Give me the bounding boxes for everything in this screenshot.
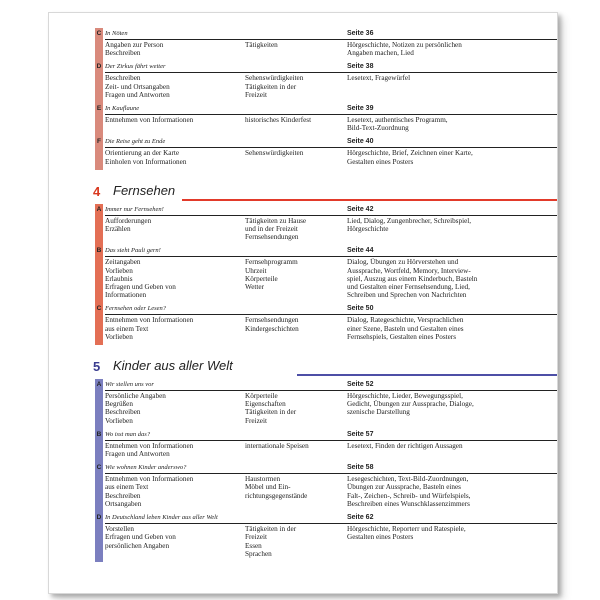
topics-column (245, 41, 347, 57)
topics-column (245, 316, 347, 341)
text-line: Tätigkeiten in der (245, 82, 297, 91)
text-line: Tätigkeiten in der (245, 408, 297, 417)
text-line: Begrüßen (105, 400, 133, 409)
spacer (103, 345, 557, 355)
text-line: Einholen von Informationen (105, 157, 187, 166)
section-header (105, 303, 557, 315)
activities-column (347, 392, 557, 425)
section-letter: C (96, 464, 102, 472)
text-line: Lesegeschichten, Text-Bild-Zuordnungen, (347, 475, 469, 484)
section-row (103, 73, 557, 103)
communication-column (105, 116, 245, 132)
communication-column (105, 217, 245, 242)
text-line: Essen (245, 541, 262, 550)
section-header (105, 103, 557, 115)
topics-column (245, 74, 347, 99)
activities-column (347, 316, 557, 341)
section-letter: B (96, 247, 102, 255)
section-letter: A (96, 205, 102, 213)
text-line: Beschreiben eines Wunschklassenzimmers (347, 499, 470, 508)
text-line: Tätigkeiten in der (245, 525, 297, 534)
communication-column (105, 392, 245, 425)
text-line: Freizeit (245, 90, 267, 99)
text-line: Fernsehprogramm (245, 258, 298, 267)
section-title: Die Reise geht zu Ende (105, 138, 166, 146)
text-line: Beschreiben (105, 408, 141, 417)
text-line: Möbel und Ein- (245, 483, 291, 492)
section-row (103, 115, 557, 136)
text-line: Uhrzeit (245, 266, 267, 275)
topics-column (245, 258, 347, 299)
section-page: Seite 62 (347, 514, 374, 522)
toc-section (97, 136, 557, 169)
text-line: Haustormen (245, 475, 281, 484)
text-line: Entnehmen von Informationen (105, 316, 194, 325)
section-letter: D (96, 63, 102, 71)
toc-section (96, 379, 557, 429)
spacer (103, 170, 557, 180)
toc-section (96, 103, 557, 136)
text-line: Gedicht, Übungen zur Aussprache, Dialoge, (347, 400, 474, 409)
section-header (105, 204, 557, 216)
text-line: Aufforderungen (105, 216, 152, 225)
topics-column (245, 217, 347, 242)
section-page: Seite 57 (347, 430, 374, 438)
section-page: Seite 52 (347, 381, 374, 389)
text-line: Vorstellen (105, 525, 135, 534)
text-line: Sprachen (245, 549, 272, 558)
text-line: Schreiben und Sprechen von Nachrichten (347, 291, 467, 300)
text-line: Körperteile (245, 392, 278, 401)
toc-section (96, 28, 557, 61)
text-line: Fernsehspiels, Gestalten eines Posters (347, 332, 456, 341)
activities-column (347, 41, 557, 57)
section-letter: D (96, 514, 102, 522)
text-line: Vorlieben (105, 266, 133, 275)
section-page: Seite 36 (347, 30, 374, 37)
text-line: Erfragen und Geben von (105, 533, 176, 542)
text-line: Gestalten eines Posters (347, 157, 414, 166)
section-row (103, 216, 557, 246)
text-line: Sehenswürdigkeiten (245, 74, 304, 83)
section-title: Wie wohnen Kinder anderswo? (105, 464, 187, 472)
section-header (105, 429, 557, 441)
table-of-contents (93, 28, 557, 562)
text-line: historisches Kinderfest (245, 116, 312, 125)
text-line: Kindergeschichten (245, 324, 299, 333)
text-line: Angaben zur Person (105, 41, 164, 49)
text-line: Hörgeschichte (347, 225, 389, 234)
section-page: Seite 38 (347, 63, 374, 71)
section-header (105, 379, 557, 391)
text-line: Gestalten eines Posters (347, 533, 414, 542)
toc-section (96, 61, 557, 103)
section-title: Der Zirkus fährt weiter (105, 63, 166, 71)
section-title: Wir stellen uns vor (105, 381, 154, 389)
topics-column (245, 392, 347, 425)
text-line: Sehenswürdigkeiten (245, 149, 304, 158)
text-line: Hörgeschichte, Brief, Zeichnen einer Karte, (347, 149, 473, 158)
text-line: Zeitangaben (105, 258, 141, 267)
text-line: spiel, Auszug aus einem Kinderbuch, Basteln (347, 274, 478, 283)
text-line: Erzählen (105, 225, 131, 234)
section-letter: E (96, 105, 102, 113)
text-line: Lied, Dialog, Zungenbrecher, Schreibspiel, (347, 216, 472, 225)
communication-column (105, 41, 245, 57)
topics-column (245, 442, 347, 458)
communication-column (105, 442, 245, 458)
communication-column (105, 475, 245, 508)
text-line: Entnehmen von Informationen (105, 116, 194, 125)
section-page: Seite 39 (347, 105, 374, 113)
text-line: Aussprache, Wortfeld, Memory, Interview- (347, 266, 471, 275)
section-header (105, 61, 557, 73)
section-page: Seite 44 (347, 247, 374, 255)
text-line: Bild-Text-Zuordnung (347, 124, 409, 133)
activities-column (347, 475, 557, 508)
section-row (103, 474, 557, 512)
chapter4-heading (93, 180, 557, 204)
chapter-number: 4 (93, 183, 101, 199)
text-line: Informationen (105, 291, 147, 300)
activities-column (347, 116, 557, 132)
text-line: Beschreiben (105, 491, 141, 500)
section-letter: A (96, 381, 102, 389)
book-page (48, 12, 558, 594)
text-line: internationale Speisen (245, 441, 309, 450)
text-line: Orientierung an der Karte (105, 149, 180, 158)
section-header (105, 245, 557, 257)
text-line: Entnehmen von Informationen (105, 441, 194, 450)
section-row (103, 257, 557, 303)
text-line: Persönliche Angaben (105, 392, 166, 401)
text-line: Beschreiben (105, 74, 141, 83)
communication-column (105, 149, 245, 165)
section-page: Seite 40 (347, 138, 374, 146)
section-letter: F (97, 138, 101, 146)
activities-column (347, 149, 557, 165)
section-title: Immer nur Fernsehen! (105, 205, 164, 213)
text-line: Ortsangaben (105, 499, 142, 508)
text-line: Fernsehsendungen (245, 233, 299, 242)
text-line: Tätigkeiten zu Hause (245, 216, 307, 225)
text-line: Lesetext, Fragewürfel (347, 74, 411, 83)
toc-section (96, 462, 557, 512)
activities-column (347, 525, 557, 558)
section-header (105, 462, 557, 474)
text-line: Dialog, Rategeschichte, Versprachlichen (347, 316, 464, 325)
section-row (103, 524, 557, 562)
text-line: Entnehmen von Informationen (105, 475, 194, 484)
text-line: Erfragen und Geben von (105, 283, 176, 292)
text-line: aus einem Text (105, 324, 149, 333)
text-line: Dialog, Übungen zu Hörverstehen und (347, 258, 459, 267)
section-title: In Kauflaune (105, 105, 140, 113)
text-line: Angaben machen, Lied (347, 49, 414, 58)
section-header (105, 28, 557, 40)
text-line: richtungsgegenstände (245, 491, 308, 500)
text-line: Übungen zur Aussprache, Basteln eines (347, 483, 461, 492)
text-line: Beschreiben (105, 49, 141, 58)
toc-section (96, 512, 557, 562)
text-line: Lesetext, authentisches Programm, (347, 116, 448, 125)
topics-column (245, 149, 347, 165)
section-title: In Nöten (105, 30, 128, 37)
text-line: Körperteile (245, 274, 278, 283)
text-line: Eigenschaften (245, 400, 286, 409)
text-line: einer Szene, Basteln und Gestalten eines (347, 324, 464, 333)
text-line: Wetter (245, 283, 264, 292)
section-title: Das sieht Pauli gern! (105, 247, 161, 255)
section-letter: C (96, 30, 102, 37)
section-row (103, 315, 557, 345)
text-line: Fragen und Antworten (105, 450, 170, 459)
section-title: In Deutschland leben Kinder aus aller Welt (105, 514, 218, 522)
text-line: Vorlieben (105, 416, 133, 425)
chapter5-heading (93, 355, 557, 379)
section-letter: C (96, 305, 102, 313)
section-title: Wo isst man das? (105, 430, 151, 438)
section-row (103, 40, 557, 61)
activities-column (347, 217, 557, 242)
chapter-title: Fernsehen (113, 182, 176, 198)
chapter-number: 5 (93, 359, 101, 375)
text-line: Hörgeschichte, Reporterr und Ratespiele, (347, 525, 466, 534)
section-page: Seite 50 (347, 305, 374, 313)
text-line: Falt-, Zeichen-, Schreib- und Würfelspiels, (347, 491, 471, 500)
section-page: Seite 42 (347, 205, 374, 213)
chapter-rule (182, 199, 557, 201)
section-row (103, 391, 557, 429)
text-line: aus einem Text (105, 483, 149, 492)
text-line: persönlichen Angaben (105, 541, 170, 550)
text-line: Hörgeschichte, Notizen zu persönlichen (347, 41, 462, 49)
text-line: Tätigkeiten (245, 41, 278, 49)
topics-column (245, 475, 347, 508)
section-row (103, 148, 557, 169)
text-line: Erlaubnis (105, 274, 133, 283)
text-line: und Gestalten einer Fernsehsendung, Lied, (347, 283, 470, 292)
text-line: Fernsehsendungen (245, 316, 299, 325)
communication-column (105, 258, 245, 299)
activities-column (347, 74, 557, 99)
activities-column (347, 442, 557, 458)
text-line: Vorlieben (105, 332, 133, 341)
toc-section (96, 303, 557, 345)
topics-column (245, 116, 347, 132)
activities-column (347, 258, 557, 299)
section-page: Seite 58 (347, 464, 374, 472)
text-line: Fragen und Antworten (105, 90, 170, 99)
text-line: Freizeit (245, 416, 267, 425)
topics-column (245, 525, 347, 558)
text-line: Hörgeschichte, Lieder, Bewegungsspiel, (347, 392, 463, 401)
toc-section (96, 429, 557, 462)
text-line: szenische Darstellung (347, 408, 410, 417)
toc-section (96, 204, 557, 246)
chapter-title: Kinder aus aller Welt (113, 358, 233, 374)
section-header (105, 136, 557, 148)
communication-column (105, 74, 245, 99)
section-letter: B (96, 430, 102, 438)
section-title: Fernsehen oder Lesen? (105, 305, 167, 313)
communication-column (105, 316, 245, 341)
toc-section (96, 245, 557, 303)
section-header (105, 512, 557, 524)
chapter-rule (297, 374, 557, 376)
section-row (103, 441, 557, 462)
text-line: und in der Freizeit (245, 225, 298, 234)
text-line: Zeit- und Ortsangaben (105, 82, 170, 91)
text-line: Lesetext, Finden der richtigen Aussagen (347, 441, 463, 450)
text-line: Freizeit (245, 533, 267, 542)
communication-column (105, 525, 245, 558)
